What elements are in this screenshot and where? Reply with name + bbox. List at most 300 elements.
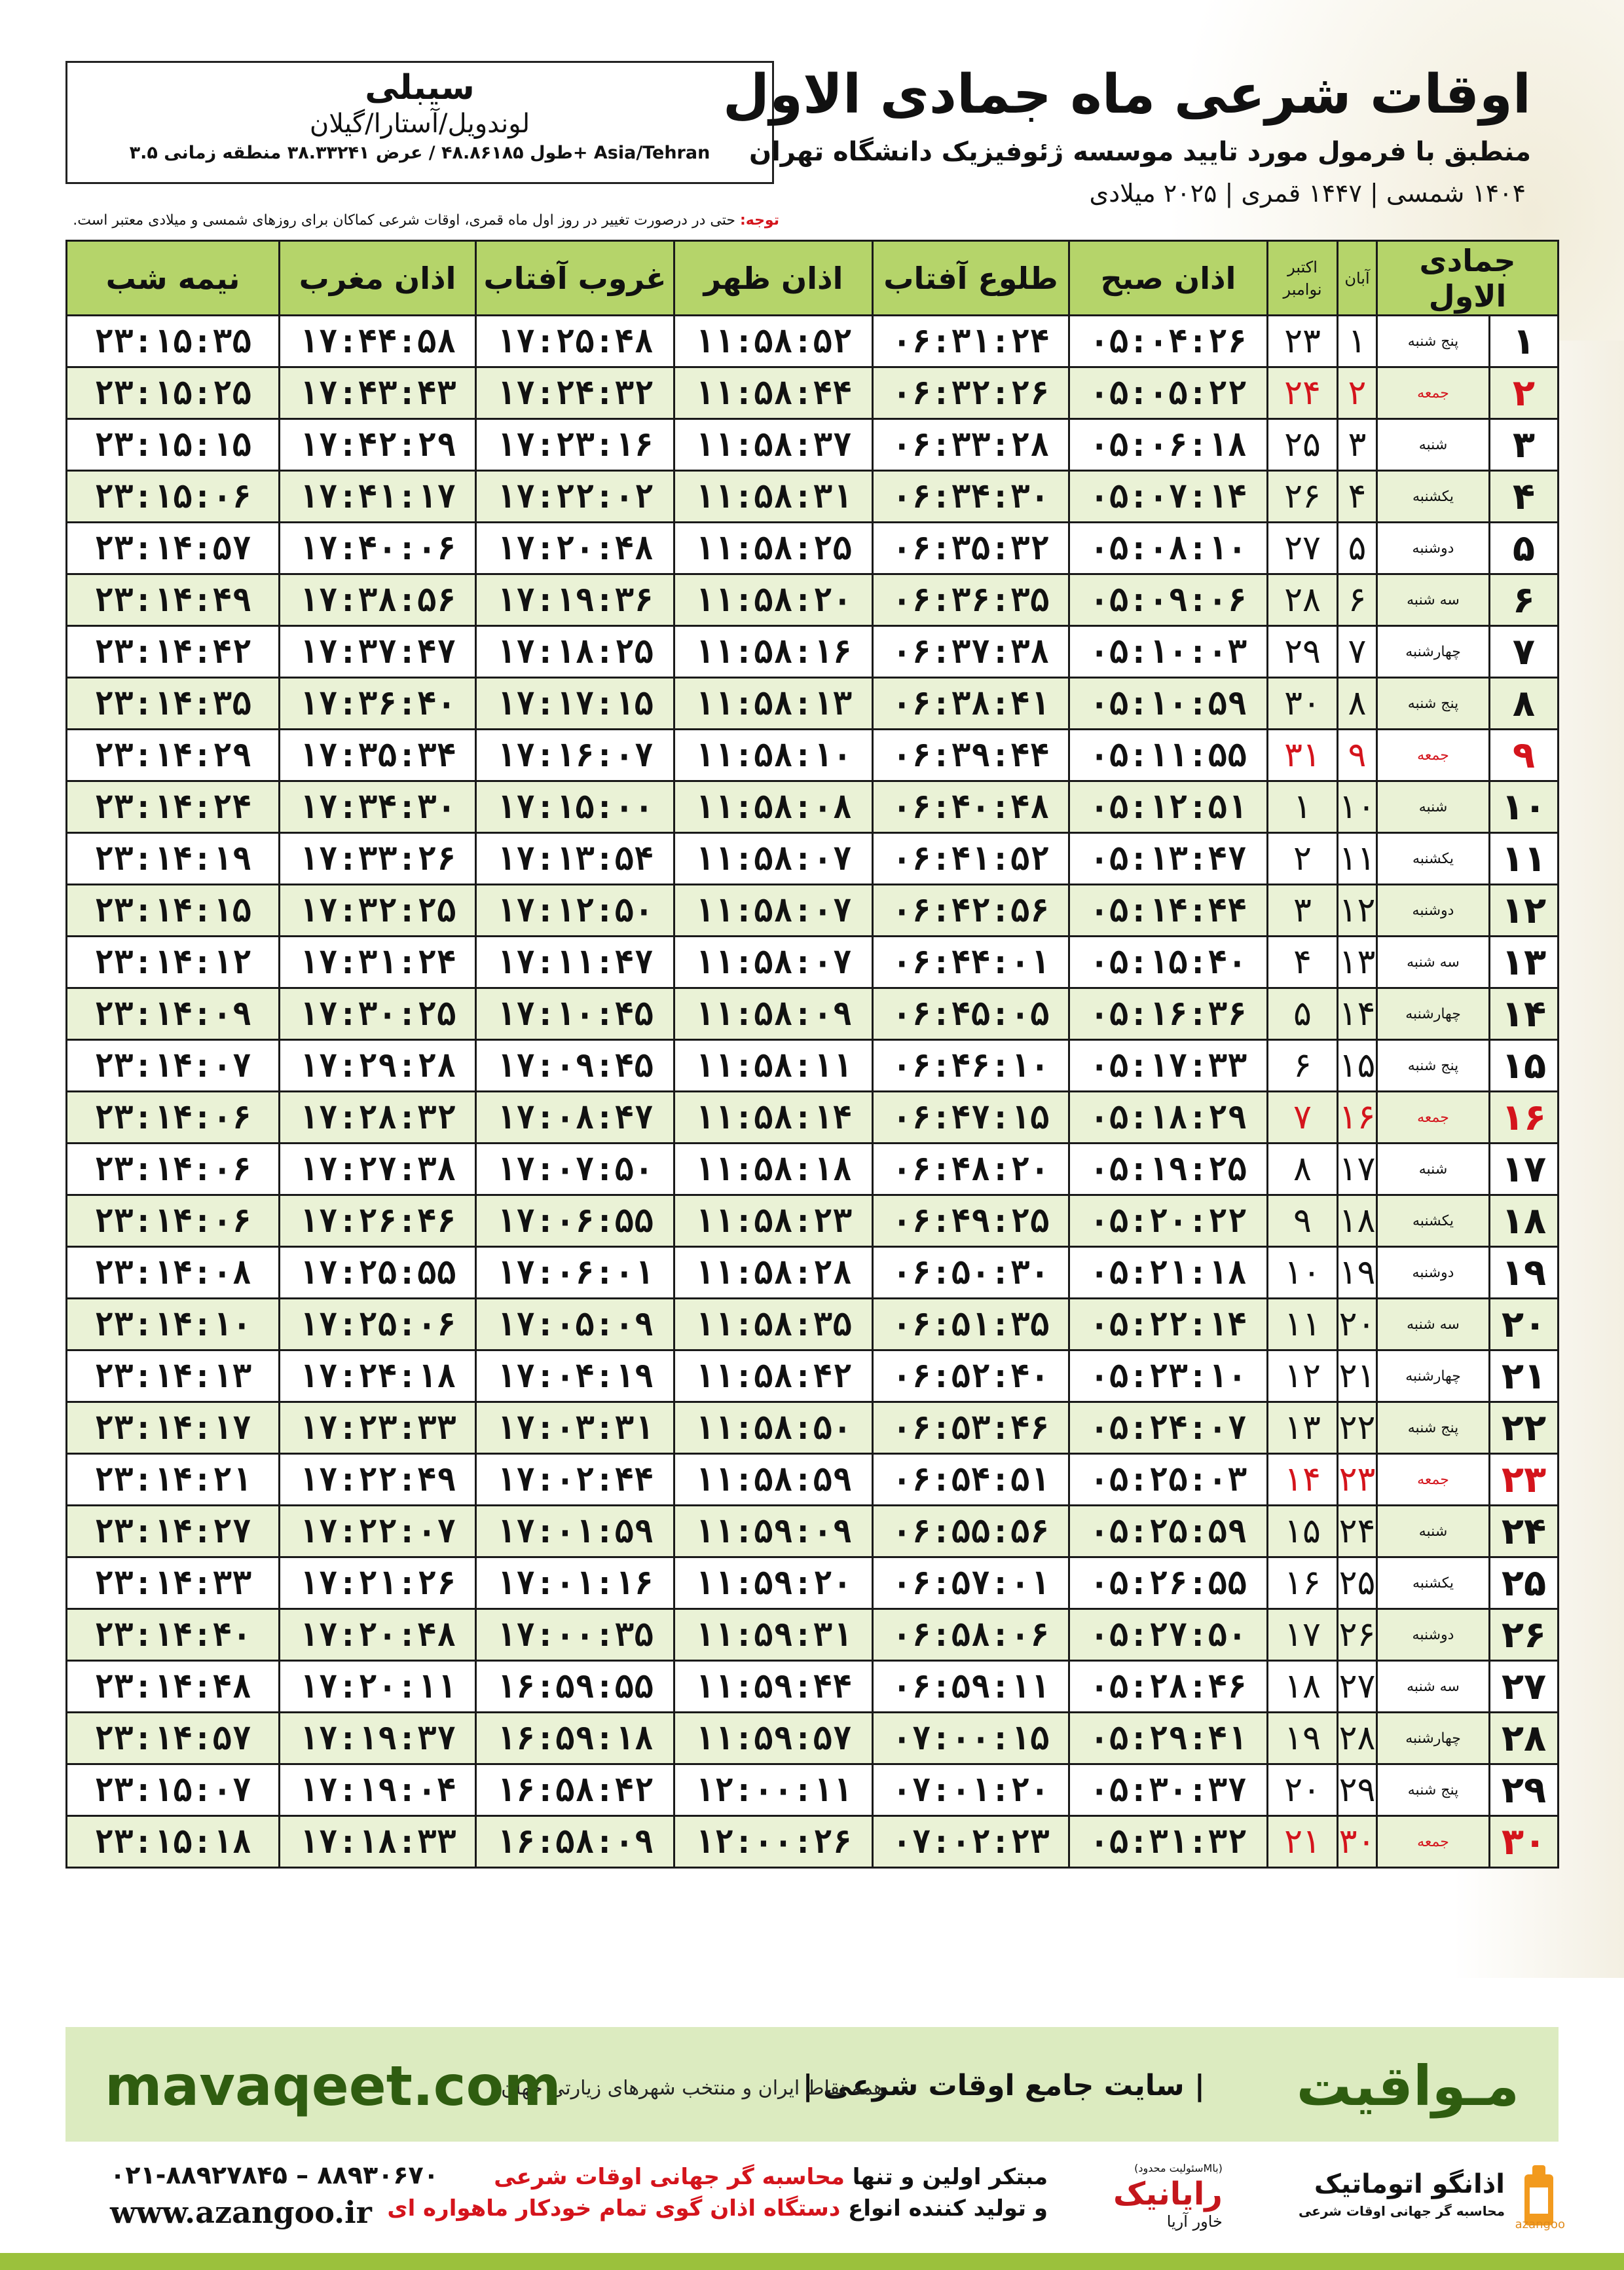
header-hijri: جمادی الاول <box>1377 241 1559 316</box>
weekday: یکشنبه <box>1377 1557 1490 1609</box>
table-row <box>67 1506 1559 1557</box>
shamsi-day: ۲۵ <box>1338 1557 1377 1609</box>
table-row <box>67 781 1559 833</box>
fajr-time: ۰۵:۱۸:۲۹ <box>1069 1092 1268 1144</box>
maghrib-time: ۱۷:۱۹:۳۷ <box>280 1713 476 1764</box>
fajr-time: ۰۵:۰۶:۱۸ <box>1069 419 1268 471</box>
hijri-day: ۷ <box>1490 626 1559 678</box>
weekday: شنبه <box>1377 419 1490 471</box>
city-name: سیبلی <box>365 68 475 107</box>
shamsi-day: ۱۷ <box>1338 1144 1377 1195</box>
sunset-time: ۱۷:۰۱:۵۹ <box>476 1506 674 1557</box>
azangoo-url[interactable]: www.azangoo.ir <box>110 2195 372 2230</box>
gregorian-day: ۲ <box>1268 833 1338 885</box>
sunset-time: ۱۷:۰۷:۵۰ <box>476 1144 674 1195</box>
table-row <box>67 1092 1559 1144</box>
sunset-time: ۱۷:۰۱:۱۶ <box>476 1557 674 1609</box>
weekday: جمعه <box>1377 367 1490 419</box>
maghrib-time: ۱۷:۲۶:۴۶ <box>280 1195 476 1247</box>
maghrib-time: ۱۷:۲۵:۰۶ <box>280 1299 476 1350</box>
shamsi-day: ۳ <box>1338 419 1377 471</box>
dhuhr-time: ۱۲:۰۰:۱۱ <box>674 1764 873 1816</box>
gregorian-day: ۲۳ <box>1268 316 1338 367</box>
header-fajr: اذان صبح <box>1069 241 1268 316</box>
fajr-time: ۰۵:۱۳:۴۷ <box>1069 833 1268 885</box>
maghrib-time: ۱۷:۲۲:۰۷ <box>280 1506 476 1557</box>
phone-numbers: ۰۲۱-۸۸۹۲۷۸۴۵ – ۸۸۹۳۰۶۷۰ <box>110 2161 439 2189</box>
fajr-time: ۰۵:۱۰:۵۹ <box>1069 678 1268 730</box>
promo-text <box>387 2161 1048 2224</box>
dhuhr-time: ۱۱:۵۸:۲۸ <box>674 1247 873 1299</box>
header-midnight: نیمه شب <box>67 241 280 316</box>
shamsi-day: ۲۶ <box>1338 1609 1377 1661</box>
maghrib-time: ۱۷:۴۴:۵۸ <box>280 316 476 367</box>
fajr-time: ۰۵:۲۷:۵۰ <box>1069 1609 1268 1661</box>
shamsi-day: ۱۲ <box>1338 885 1377 937</box>
gregorian-day: ۳ <box>1268 885 1338 937</box>
midnight-time: ۲۳:۱۵:۰۶ <box>67 471 280 523</box>
sunrise-time: ۰۶:۳۶:۳۵ <box>873 574 1069 626</box>
rayanik-small: (باMسئولیت محدود) <box>1134 2162 1223 2174</box>
dhuhr-time: ۱۱:۵۹:۴۴ <box>674 1661 873 1713</box>
midnight-time: ۲۳:۱۴:۰۶ <box>67 1195 280 1247</box>
gregorian-day: ۱۲ <box>1268 1350 1338 1402</box>
mavaqeet-brand: مـواقیت <box>1296 2054 1519 2118</box>
hijri-day: ۱۱ <box>1490 833 1559 885</box>
gregorian-day: ۵ <box>1268 988 1338 1040</box>
header-gregorian-2: نوامبر <box>1283 280 1322 299</box>
midnight-time: ۲۳:۱۴:۰۹ <box>67 988 280 1040</box>
gregorian-day: ۱۸ <box>1268 1661 1338 1713</box>
dhuhr-time: ۱۱:۵۹:۰۹ <box>674 1506 873 1557</box>
table-row <box>67 1144 1559 1195</box>
sunrise-time: ۰۶:۵۸:۰۶ <box>873 1609 1069 1661</box>
weekday: چهارشنبه <box>1377 988 1490 1040</box>
midnight-time: ۲۳:۱۵:۲۵ <box>67 367 280 419</box>
maghrib-time: ۱۷:۴۳:۴۳ <box>280 367 476 419</box>
shamsi-day: ۲۹ <box>1338 1764 1377 1816</box>
fajr-time: ۰۵:۳۰:۳۷ <box>1069 1764 1268 1816</box>
maghrib-time: ۱۷:۳۶:۴۰ <box>280 678 476 730</box>
dhuhr-time: ۱۱:۵۸:۰۷ <box>674 937 873 988</box>
shamsi-day: ۲۳ <box>1338 1454 1377 1506</box>
header-sunrise: طلوع آفتاب <box>873 241 1069 316</box>
midnight-time: ۲۳:۱۵:۱۵ <box>67 419 280 471</box>
sunrise-time: ۰۷:۰۲:۲۳ <box>873 1816 1069 1868</box>
hijri-day: ۱۰ <box>1490 781 1559 833</box>
gregorian-day: ۱۰ <box>1268 1247 1338 1299</box>
midnight-time: ۲۳:۱۴:۱۳ <box>67 1350 280 1402</box>
sunrise-time: ۰۶:۳۳:۲۸ <box>873 419 1069 471</box>
shamsi-day: ۲۷ <box>1338 1661 1377 1713</box>
notice-text: حتی در درصورت تغییر در روز اول ماه قمری، اوقات شرعی کماکان برای روزهای شمسی و میلادی معتبر است. <box>73 212 740 229</box>
sunrise-time: ۰۶:۵۷:۰۱ <box>873 1557 1069 1609</box>
hijri-day: ۱۶ <box>1490 1092 1559 1144</box>
header-gregorian <box>1268 241 1338 316</box>
shamsi-day: ۲ <box>1338 367 1377 419</box>
maghrib-time: ۱۷:۳۸:۵۶ <box>280 574 476 626</box>
header-dhuhr: اذان ظهر <box>674 241 873 316</box>
promo-line-1a: مبتکر اولین و تنها <box>844 2164 1048 2190</box>
sunset-time: ۱۷:۱۰:۴۵ <box>476 988 674 1040</box>
dhuhr-time: ۱۱:۵۸:۱۴ <box>674 1092 873 1144</box>
weekday: یکشنبه <box>1377 471 1490 523</box>
sunrise-time: ۰۶:۳۴:۳۰ <box>873 471 1069 523</box>
fajr-time: ۰۵:۰۵:۲۲ <box>1069 367 1268 419</box>
midnight-time: ۲۳:۱۴:۲۷ <box>67 1506 280 1557</box>
weekday: دوشنبه <box>1377 1609 1490 1661</box>
dhuhr-time: ۱۱:۵۸:۰۷ <box>674 885 873 937</box>
sunset-time: ۱۷:۰۳:۳۱ <box>476 1402 674 1454</box>
header-gregorian-1: اکتبر <box>1287 257 1318 276</box>
gregorian-day: ۱ <box>1268 781 1338 833</box>
header-shamsi: آبان <box>1338 241 1377 316</box>
maghrib-time: ۱۷:۴۲:۲۹ <box>280 419 476 471</box>
shamsi-day: ۳۰ <box>1338 1816 1377 1868</box>
gregorian-day: ۳۱ <box>1268 730 1338 781</box>
hijri-day: ۳۰ <box>1490 1816 1559 1868</box>
hijri-day: ۴ <box>1490 471 1559 523</box>
sunrise-time: ۰۶:۵۲:۴۰ <box>873 1350 1069 1402</box>
azangoo-en: azangoo <box>1515 2218 1565 2231</box>
midnight-time: ۲۳:۱۴:۱۷ <box>67 1402 280 1454</box>
dhuhr-time: ۱۱:۵۸:۵۹ <box>674 1454 873 1506</box>
weekday: سه شنبه <box>1377 1299 1490 1350</box>
sunset-time: ۱۷:۱۶:۰۷ <box>476 730 674 781</box>
sunrise-time: ۰۷:۰۰:۱۵ <box>873 1713 1069 1764</box>
weekday: پنج شنبه <box>1377 1402 1490 1454</box>
sunset-time: ۱۷:۰۵:۰۹ <box>476 1299 674 1350</box>
maghrib-time: ۱۷:۱۸:۳۳ <box>280 1816 476 1868</box>
sunset-time: ۱۷:۲۳:۱۶ <box>476 419 674 471</box>
hijri-day: ۲۳ <box>1490 1454 1559 1506</box>
sunrise-time: ۰۶:۳۷:۳۸ <box>873 626 1069 678</box>
fajr-time: ۰۵:۲۶:۵۵ <box>1069 1557 1268 1609</box>
hijri-day: ۲ <box>1490 367 1559 419</box>
shamsi-day: ۱۸ <box>1338 1195 1377 1247</box>
table-row <box>67 1713 1559 1764</box>
dhuhr-time: ۱۱:۵۸:۰۹ <box>674 988 873 1040</box>
table-row <box>67 316 1559 367</box>
gregorian-day: ۳۰ <box>1268 678 1338 730</box>
hijri-day: ۵ <box>1490 523 1559 574</box>
midnight-time: ۲۳:۱۴:۲۹ <box>67 730 280 781</box>
sunrise-time: ۰۶:۵۴:۵۱ <box>873 1454 1069 1506</box>
maghrib-time: ۱۷:۳۵:۳۴ <box>280 730 476 781</box>
maghrib-time: ۱۷:۳۳:۲۶ <box>280 833 476 885</box>
gregorian-day: ۱۱ <box>1268 1299 1338 1350</box>
sunset-time: ۱۷:۰۶:۰۱ <box>476 1247 674 1299</box>
rayanik-sub: خاور آریا <box>1166 2212 1223 2231</box>
shamsi-day: ۲۲ <box>1338 1402 1377 1454</box>
shamsi-day: ۱۰ <box>1338 781 1377 833</box>
table-row <box>67 1247 1559 1299</box>
sunrise-time: ۰۶:۵۵:۵۶ <box>873 1506 1069 1557</box>
hijri-day: ۱۳ <box>1490 937 1559 988</box>
table-row <box>67 419 1559 471</box>
table-row <box>67 1454 1559 1506</box>
midnight-time: ۲۳:۱۴:۱۹ <box>67 833 280 885</box>
midnight-time: ۲۳:۱۴:۰۶ <box>67 1092 280 1144</box>
hijri-day: ۸ <box>1490 678 1559 730</box>
shamsi-day: ۴ <box>1338 471 1377 523</box>
hijri-day: ۲۸ <box>1490 1713 1559 1764</box>
hijri-day: ۲۶ <box>1490 1609 1559 1661</box>
dhuhr-time: ۱۱:۵۹:۲۰ <box>674 1557 873 1609</box>
dhuhr-time: ۱۱:۵۸:۱۳ <box>674 678 873 730</box>
sunrise-time: ۰۶:۴۲:۵۶ <box>873 885 1069 937</box>
gregorian-day: ۲۴ <box>1268 367 1338 419</box>
hijri-day: ۲۰ <box>1490 1299 1559 1350</box>
shamsi-day: ۲۰ <box>1338 1299 1377 1350</box>
sunrise-time: ۰۶:۴۱:۵۲ <box>873 833 1069 885</box>
maghrib-time: ۱۷:۲۳:۳۳ <box>280 1402 476 1454</box>
sunrise-time: ۰۶:۳۸:۴۱ <box>873 678 1069 730</box>
prayer-times-table <box>65 240 1557 1969</box>
dhuhr-time: ۱۱:۵۸:۴۴ <box>674 367 873 419</box>
dhuhr-time: ۱۱:۵۸:۲۰ <box>674 574 873 626</box>
gregorian-day: ۲۶ <box>1268 471 1338 523</box>
fajr-time: ۰۵:۰۷:۱۴ <box>1069 471 1268 523</box>
weekday: جمعه <box>1377 1454 1490 1506</box>
shamsi-day: ۲۸ <box>1338 1713 1377 1764</box>
sunset-time: ۱۷:۱۹:۳۶ <box>476 574 674 626</box>
table-row <box>67 367 1559 419</box>
fajr-time: ۰۵:۱۱:۵۵ <box>1069 730 1268 781</box>
fajr-time: ۰۵:۳۱:۳۲ <box>1069 1816 1268 1868</box>
rayanik-logo <box>1113 2161 1223 2231</box>
shamsi-day: ۱۳ <box>1338 937 1377 988</box>
midnight-time: ۲۳:۱۴:۳۳ <box>67 1557 280 1609</box>
maghrib-time: ۱۷:۱۹:۰۴ <box>280 1764 476 1816</box>
weekday: یکشنبه <box>1377 1195 1490 1247</box>
mavaqeet-url[interactable]: mavaqeet.com <box>105 2054 561 2118</box>
hijri-day: ۲۲ <box>1490 1402 1559 1454</box>
shamsi-day: ۲۴ <box>1338 1506 1377 1557</box>
sunset-time: ۱۶:۵۸:۰۹ <box>476 1816 674 1868</box>
sunrise-time: ۰۶:۴۶:۱۰ <box>873 1040 1069 1092</box>
hijri-day: ۲۱ <box>1490 1350 1559 1402</box>
dhuhr-time: ۱۱:۵۹:۵۷ <box>674 1713 873 1764</box>
table-row <box>67 626 1559 678</box>
maghrib-time: ۱۷:۴۰:۰۶ <box>280 523 476 574</box>
gregorian-day: ۹ <box>1268 1195 1338 1247</box>
midnight-time: ۲۳:۱۵:۰۷ <box>67 1764 280 1816</box>
sunrise-time: ۰۶:۳۲:۲۶ <box>873 367 1069 419</box>
dhuhr-time: ۱۱:۵۸:۳۵ <box>674 1299 873 1350</box>
fajr-time: ۰۵:۱۰:۰۳ <box>1069 626 1268 678</box>
gregorian-day: ۶ <box>1268 1040 1338 1092</box>
shamsi-day: ۱۵ <box>1338 1040 1377 1092</box>
sunrise-time: ۰۶:۵۹:۱۱ <box>873 1661 1069 1713</box>
sunset-time: ۱۷:۰۸:۴۷ <box>476 1092 674 1144</box>
midnight-time: ۲۳:۱۴:۴۲ <box>67 626 280 678</box>
sunrise-time: ۰۶:۴۵:۰۵ <box>873 988 1069 1040</box>
midnight-time: ۲۳:۱۴:۲۴ <box>67 781 280 833</box>
gregorian-day: ۱۹ <box>1268 1713 1338 1764</box>
mavaqeet-slogan: | سایت جامع اوقات شرعی | <box>802 2069 1205 2102</box>
shamsi-day: ۱ <box>1338 316 1377 367</box>
fajr-time: ۰۵:۲۵:۵۹ <box>1069 1506 1268 1557</box>
hijri-day: ۲۷ <box>1490 1661 1559 1713</box>
maghrib-time: ۱۷:۲۲:۴۹ <box>280 1454 476 1506</box>
shamsi-day: ۱۶ <box>1338 1092 1377 1144</box>
fajr-time: ۰۵:۲۹:۴۱ <box>1069 1713 1268 1764</box>
maghrib-time: ۱۷:۳۱:۲۴ <box>280 937 476 988</box>
maghrib-time: ۱۷:۳۰:۲۵ <box>280 988 476 1040</box>
sunrise-time: ۰۶:۵۳:۴۶ <box>873 1402 1069 1454</box>
sunset-time: ۱۷:۰۰:۳۵ <box>476 1609 674 1661</box>
shamsi-day: ۲۱ <box>1338 1350 1377 1402</box>
gregorian-day: ۲۰ <box>1268 1764 1338 1816</box>
hijri-day: ۲۴ <box>1490 1506 1559 1557</box>
hijri-day: ۱ <box>1490 316 1559 367</box>
table-row <box>67 937 1559 988</box>
shamsi-day: ۷ <box>1338 626 1377 678</box>
dhuhr-time: ۱۱:۵۸:۲۵ <box>674 523 873 574</box>
table-row <box>67 730 1559 781</box>
midnight-time: ۲۳:۱۴:۰۶ <box>67 1144 280 1195</box>
weekday: جمعه <box>1377 730 1490 781</box>
sunset-time: ۱۷:۱۲:۵۰ <box>476 885 674 937</box>
dhuhr-time: ۱۱:۵۸:۵۰ <box>674 1402 873 1454</box>
maghrib-time: ۱۷:۲۰:۴۸ <box>280 1609 476 1661</box>
weekday: سه شنبه <box>1377 937 1490 988</box>
hijri-day: ۹ <box>1490 730 1559 781</box>
dhuhr-time: ۱۱:۵۸:۳۱ <box>674 471 873 523</box>
fajr-time: ۰۵:۰۴:۲۶ <box>1069 316 1268 367</box>
page-subtitle: منطبق با فرمول مورد تایید موسسه ژئوفیزیک دانشگاه تهران <box>748 137 1531 167</box>
fajr-time: ۰۵:۱۷:۳۳ <box>1069 1040 1268 1092</box>
azangoo-sub: محاسبه گر جهانی اوقات شرعی <box>1298 2203 1505 2219</box>
weekday: جمعه <box>1377 1816 1490 1868</box>
gregorian-day: ۱۵ <box>1268 1506 1338 1557</box>
dhuhr-time: ۱۱:۵۸:۱۶ <box>674 626 873 678</box>
midnight-time: ۲۳:۱۴:۱۲ <box>67 937 280 988</box>
region-name: لوندویل/آستارا/گیلان <box>309 109 530 139</box>
gregorian-day: ۲۹ <box>1268 626 1338 678</box>
dhuhr-time: ۱۱:۵۸:۳۷ <box>674 419 873 471</box>
maghrib-time: ۱۷:۲۵:۵۵ <box>280 1247 476 1299</box>
sunset-time: ۱۷:۲۵:۴۸ <box>476 316 674 367</box>
weekday: پنج شنبه <box>1377 678 1490 730</box>
table-row <box>67 523 1559 574</box>
coordinates: طول ۴۸.۸۶۱۸۵ / عرض ۳۸.۳۳۲۴۱ منطقه زمانی ۳.۵+ Asia/Tehran <box>129 143 710 163</box>
calendar-years: ۱۴۰۴ شمسی | ۱۴۴۷ قمری | ۲۰۲۵ میلادی <box>1089 179 1526 208</box>
hijri-day: ۱۴ <box>1490 988 1559 1040</box>
weekday: جمعه <box>1377 1092 1490 1144</box>
promo-line-2b: دستگاه اذان گوی تمام خودکار ماهواره ای <box>387 2195 841 2222</box>
shamsi-day: ۸ <box>1338 678 1377 730</box>
weekday: پنج شنبه <box>1377 1764 1490 1816</box>
maghrib-time: ۱۷:۲۷:۳۸ <box>280 1144 476 1195</box>
weekday: شنبه <box>1377 1144 1490 1195</box>
hijri-day: ۱۸ <box>1490 1195 1559 1247</box>
fajr-time: ۰۵:۰۸:۱۰ <box>1069 523 1268 574</box>
fajr-time: ۰۵:۱۴:۴۴ <box>1069 885 1268 937</box>
sunrise-time: ۰۷:۰۱:۲۰ <box>873 1764 1069 1816</box>
gregorian-day: ۴ <box>1268 937 1338 988</box>
midnight-time: ۲۳:۱۴:۲۱ <box>67 1454 280 1506</box>
dhuhr-time: ۱۲:۰۰:۲۶ <box>674 1816 873 1868</box>
dhuhr-time: ۱۱:۵۸:۱۸ <box>674 1144 873 1195</box>
sunset-time: ۱۶:۵۸:۴۲ <box>476 1764 674 1816</box>
sunset-time: ۱۷:۰۴:۱۹ <box>476 1350 674 1402</box>
fajr-time: ۰۵:۰۹:۰۶ <box>1069 574 1268 626</box>
maghrib-time: ۱۷:۲۹:۲۸ <box>280 1040 476 1092</box>
dhuhr-time: ۱۱:۵۸:۱۱ <box>674 1040 873 1092</box>
sunrise-time: ۰۶:۵۰:۳۰ <box>873 1247 1069 1299</box>
weekday: سه شنبه <box>1377 1661 1490 1713</box>
fajr-time: ۰۵:۲۳:۱۰ <box>1069 1350 1268 1402</box>
midnight-time: ۲۳:۱۵:۳۵ <box>67 316 280 367</box>
midnight-time: ۲۳:۱۴:۴۸ <box>67 1661 280 1713</box>
table-row <box>67 1816 1559 1868</box>
shamsi-day: ۱۱ <box>1338 833 1377 885</box>
gregorian-day: ۱۶ <box>1268 1557 1338 1609</box>
hijri-day: ۲۹ <box>1490 1764 1559 1816</box>
fajr-time: ۰۵:۱۵:۴۰ <box>1069 937 1268 988</box>
weekday: یکشنبه <box>1377 833 1490 885</box>
sunset-time: ۱۷:۲۲:۰۲ <box>476 471 674 523</box>
sunrise-time: ۰۶:۳۹:۴۴ <box>873 730 1069 781</box>
maghrib-time: ۱۷:۴۱:۱۷ <box>280 471 476 523</box>
fajr-time: ۰۵:۲۱:۱۸ <box>1069 1247 1268 1299</box>
rayanik-name: رایانیک <box>1113 2176 1223 2212</box>
sunrise-time: ۰۶:۴۴:۰۱ <box>873 937 1069 988</box>
hijri-day: ۲۵ <box>1490 1557 1559 1609</box>
table-row <box>67 1350 1559 1402</box>
promo-line-2a: و تولید کننده انواع <box>840 2195 1048 2222</box>
gregorian-day: ۱۷ <box>1268 1609 1338 1661</box>
midnight-time: ۲۳:۱۴:۴۹ <box>67 574 280 626</box>
gregorian-day: ۱۴ <box>1268 1454 1338 1506</box>
header-sunset: غروب آفتاب <box>476 241 674 316</box>
table-row <box>67 1402 1559 1454</box>
midnight-time: ۲۳:۱۴:۵۷ <box>67 523 280 574</box>
fajr-time: ۰۵:۲۸:۴۶ <box>1069 1661 1268 1713</box>
bottom-bar <box>0 2253 1624 2270</box>
midnight-time: ۲۳:۱۴:۴۰ <box>67 1609 280 1661</box>
maghrib-time: ۱۷:۲۴:۱۸ <box>280 1350 476 1402</box>
hijri-day: ۶ <box>1490 574 1559 626</box>
midnight-time: ۲۳:۱۴:۰۷ <box>67 1040 280 1092</box>
sunrise-time: ۰۶:۴۹:۲۵ <box>873 1195 1069 1247</box>
midnight-time: ۲۳:۱۵:۱۸ <box>67 1816 280 1868</box>
midnight-time: ۲۳:۱۴:۰۸ <box>67 1247 280 1299</box>
midnight-time: ۲۳:۱۴:۳۵ <box>67 678 280 730</box>
sunrise-time: ۰۶:۴۷:۱۵ <box>873 1092 1069 1144</box>
table-row <box>67 1764 1559 1816</box>
sunrise-time: ۰۶:۴۸:۲۰ <box>873 1144 1069 1195</box>
fajr-time: ۰۵:۱۲:۵۱ <box>1069 781 1268 833</box>
midnight-time: ۲۳:۱۴:۵۷ <box>67 1713 280 1764</box>
weekday: پنج شنبه <box>1377 316 1490 367</box>
mavaqeet-banner <box>65 2027 1559 2142</box>
hijri-day: ۳ <box>1490 419 1559 471</box>
sunset-time: ۱۶:۵۹:۵۵ <box>476 1661 674 1713</box>
gregorian-day: ۲۵ <box>1268 419 1338 471</box>
mavaqeet-subtitle: همه نقاط ایران و منتخب شهرهای زیارتی جهان <box>501 2077 884 2100</box>
dhuhr-time: ۱۱:۵۸:۵۲ <box>674 316 873 367</box>
dhuhr-time: ۱۱:۵۸:۱۰ <box>674 730 873 781</box>
fajr-time: ۰۵:۱۹:۲۵ <box>1069 1144 1268 1195</box>
sunset-time: ۱۷:۱۱:۴۷ <box>476 937 674 988</box>
weekday: سه شنبه <box>1377 574 1490 626</box>
table-row <box>67 988 1559 1040</box>
table-row <box>67 471 1559 523</box>
dhuhr-time: ۱۱:۵۸:۰۷ <box>674 833 873 885</box>
